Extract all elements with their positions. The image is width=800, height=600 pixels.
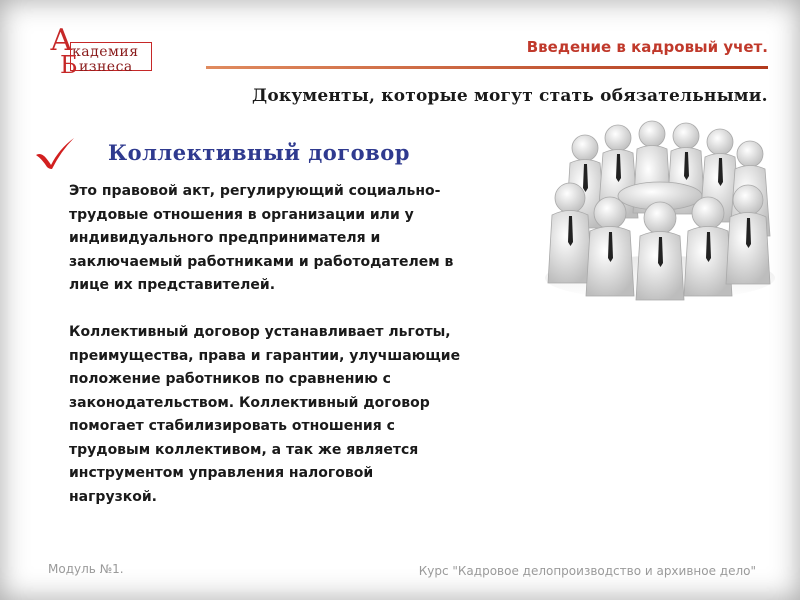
logo [42, 23, 154, 79]
paragraph-benefits: Коллективный договор устанавливает льготы, преимущества, права и гарантии, улучшающие положение работников по сравнению с законодательством. Коллективный договор помогает стабилизировать отношения с трудовым коллективом, а так же является инструментом управления налоговой нагрузкой. [69, 324, 461, 505]
logo-letter-a: А [50, 23, 73, 58]
logo-text-line1: кадемия [72, 44, 139, 60]
footer-module: Модуль №1. [48, 562, 124, 576]
header-title: Введение в кадровый учет. [526, 38, 768, 56]
team-huddle-illustration [540, 118, 780, 303]
body-text [69, 180, 529, 533]
section-title: Коллективный договор [108, 140, 410, 165]
footer-course: Курс "Кадровое делопроизводство и архивное дело" [418, 564, 756, 578]
checkmark-icon [33, 135, 77, 171]
header-divider [206, 66, 768, 69]
logo-text-line2: изнеса [79, 59, 133, 75]
paragraph-definition: Это правовой акт, регулирующий социально- трудовые отношения в организации или у индивидуального предпринимателя и заключаемый работниками и работодателем в лице их представителей. [69, 183, 454, 293]
page-subtitle: Документы, которые могут стать обязательными. [252, 86, 768, 106]
logo-letter-b: Б [60, 51, 78, 79]
